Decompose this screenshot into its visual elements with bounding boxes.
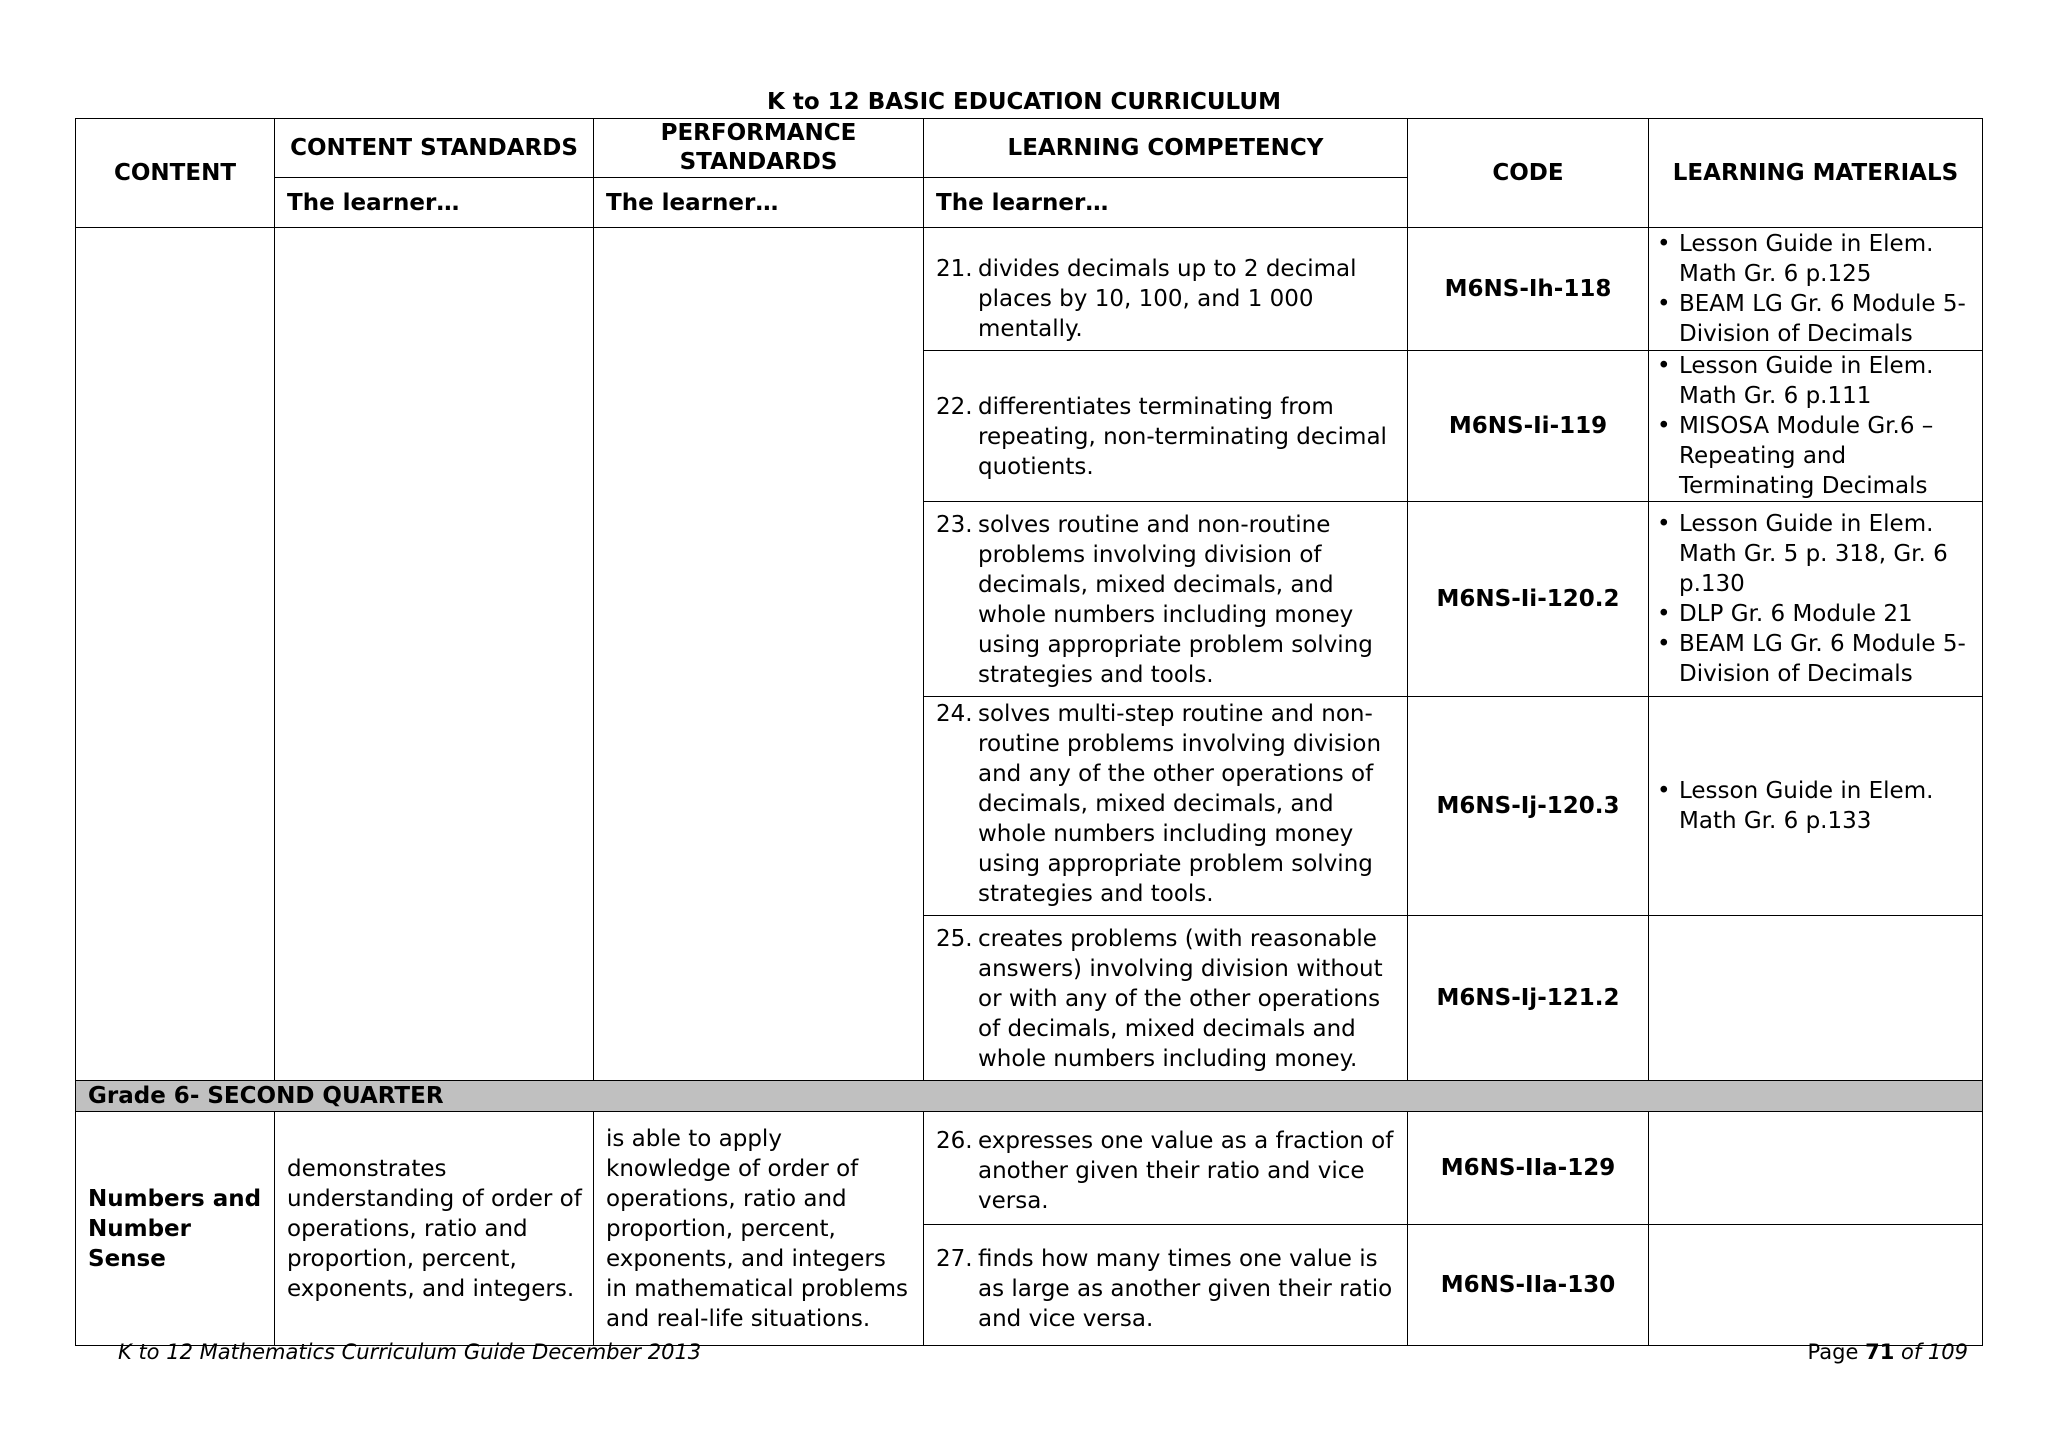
- performance-standard: is able to apply knowledge of order of operations, ratio and proportion, percent, exponents, and integers in mathematical problems and real-life situations.: [594, 1112, 924, 1346]
- materials-cell-empty: [1649, 1112, 1983, 1225]
- competency-cell: [924, 228, 1408, 351]
- footer-page-indicator: [1808, 1340, 1968, 1364]
- table-row: [76, 1112, 1983, 1225]
- competency-number: 25.: [936, 926, 973, 952]
- code-cell: M6NS-Ij-121.2: [1408, 916, 1649, 1081]
- competency-text: solves multi-step routine and non-routine problems involving division and any of the other operations of decimals, mixed decimals, and whole numbers including money using appropriate problem solving strategies and tools.: [978, 701, 1382, 907]
- competency-cell: [924, 502, 1408, 697]
- competency-number: 21.: [936, 256, 973, 282]
- competency-number: 26.: [936, 1128, 973, 1154]
- competency-text: solves routine and non-routine problems involving division of decimals, mixed decimals, and whole numbers including money using appropriate problem solving strategies and tools.: [978, 512, 1373, 688]
- header-learning-materials: LEARNING MATERIALS: [1649, 119, 1983, 228]
- competency-number: 24.: [936, 701, 973, 727]
- material-item: • Lesson Guide in Elem. Math Gr. 6 p.133: [1679, 776, 1976, 836]
- quarter-label: Grade 6- SECOND QUARTER: [76, 1081, 1983, 1112]
- material-item: • DLP Gr. 6 Module 21: [1679, 599, 1976, 629]
- materials-cell: [1649, 228, 1983, 351]
- material-item: • Lesson Guide in Elem. Math Gr. 6 p.111: [1679, 351, 1976, 411]
- code-cell: M6NS-Ij-120.3: [1408, 697, 1649, 916]
- header-content: CONTENT: [76, 119, 275, 228]
- header-learning-competency: LEARNING COMPETENCY: [924, 119, 1408, 178]
- competency-cell: [924, 916, 1408, 1081]
- material-item: • Lesson Guide in Elem. Math Gr. 6 p.125: [1679, 229, 1976, 289]
- header-content-standards: CONTENT STANDARDS: [275, 119, 594, 178]
- competency-cell: [924, 1112, 1408, 1225]
- competency-text: expresses one value as a fraction of another given their ratio and vice versa.: [978, 1128, 1394, 1214]
- content-standard-cell-empty: [275, 228, 594, 1081]
- competency-text: divides decimals up to 2 decimal places by 10, 100, and 1 000 mentally.: [978, 256, 1357, 342]
- material-item: • Lesson Guide in Elem. Math Gr. 5 p. 318, Gr. 6 p.130: [1679, 509, 1976, 599]
- competency-number: 23.: [936, 512, 973, 538]
- footer-doc-title: K to 12 Mathematics Curriculum Guide December 2013: [118, 1340, 702, 1364]
- code-cell: M6NS-Ii-119: [1408, 351, 1649, 502]
- learner-label-lc: The learner…: [924, 178, 1408, 228]
- competency-number: 22.: [936, 394, 973, 420]
- performance-standard-cell-empty: [594, 228, 924, 1081]
- learner-label-ps: The learner…: [594, 178, 924, 228]
- competency-text: finds how many times one value is as large as another given their ratio and vice versa.: [978, 1246, 1393, 1332]
- material-item: • BEAM LG Gr. 6 Module 5- Division of Decimals: [1679, 289, 1976, 349]
- page-prefix: Page: [1807, 1340, 1859, 1364]
- content-cell-empty: [76, 228, 275, 1081]
- code-cell: M6NS-IIa-129: [1408, 1112, 1649, 1225]
- curriculum-table: [75, 118, 1983, 1346]
- materials-cell-empty: [1649, 1225, 1983, 1346]
- code-cell: M6NS-Ih-118: [1408, 228, 1649, 351]
- page-total: of 109: [1901, 1340, 1968, 1364]
- table-row: [76, 228, 1983, 351]
- learner-label-cs: The learner…: [275, 178, 594, 228]
- code-cell: M6NS-IIa-130: [1408, 1225, 1649, 1346]
- quarter-row: [76, 1081, 1983, 1112]
- competency-cell: [924, 1225, 1408, 1346]
- header-code: CODE: [1408, 119, 1649, 228]
- page-number: 71: [1865, 1340, 1895, 1364]
- competency-text: differentiates terminating from repeating, non-terminating decimal quotients.: [978, 394, 1387, 480]
- content-topic: Numbers and Number Sense: [76, 1112, 275, 1346]
- materials-cell: [1649, 502, 1983, 697]
- competency-number: 27.: [936, 1246, 973, 1272]
- materials-cell: [1649, 351, 1983, 502]
- page-title: K to 12 BASIC EDUCATION CURRICULUM: [767, 89, 1281, 115]
- competency-cell: [924, 351, 1408, 502]
- competency-cell: [924, 697, 1408, 916]
- material-item: • MISOSA Module Gr.6 – Repeating and Terminating Decimals: [1679, 411, 1976, 501]
- materials-cell-empty: [1649, 916, 1983, 1081]
- code-cell: M6NS-Ii-120.2: [1408, 502, 1649, 697]
- materials-cell: [1649, 697, 1983, 916]
- material-item: • BEAM LG Gr. 6 Module 5- Division of Decimals: [1679, 629, 1976, 689]
- header-performance-standards: PERFORMANCE STANDARDS: [594, 119, 924, 178]
- content-standard: demonstrates understanding of order of operations, ratio and proportion, percent, exponents, and integers.: [275, 1112, 594, 1346]
- competency-text: creates problems (with reasonable answers) involving division without or with any of the other operations of decimals, mixed decimals and whole numbers including money.: [978, 926, 1383, 1072]
